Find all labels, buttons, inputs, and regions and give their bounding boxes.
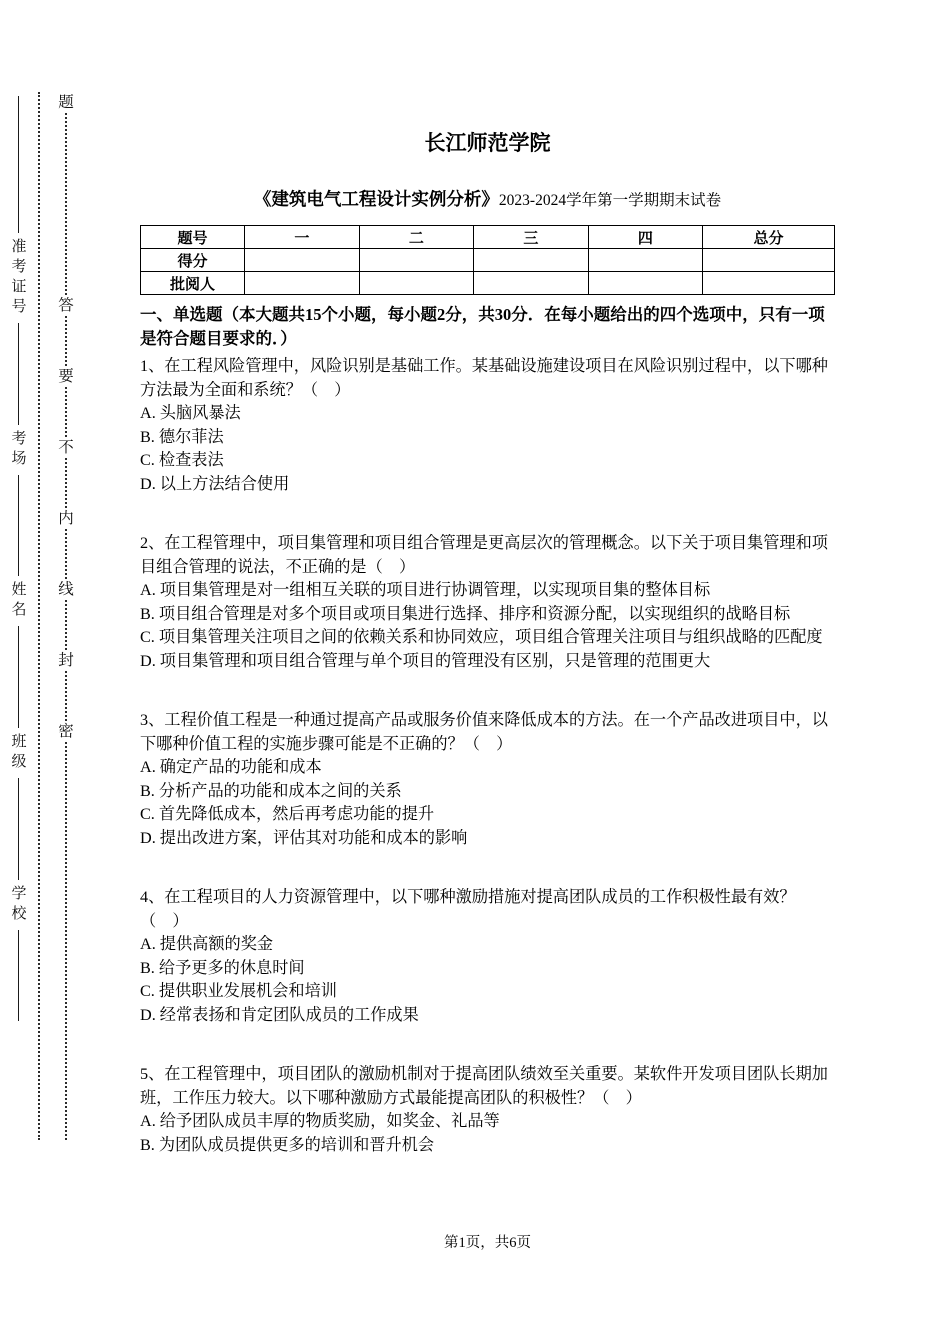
score-cell	[588, 272, 703, 295]
seal-char: 线	[58, 581, 74, 598]
question-1-option-d: D. 以上方法结合使用	[140, 474, 290, 493]
question-3-option-b: B. 分析产品的功能和成本之间的关系	[140, 781, 402, 800]
fill-in-blank-line	[18, 323, 19, 425]
question-3	[140, 709, 835, 850]
score-cell	[588, 249, 703, 272]
score-table-header-cell: 一	[245, 226, 360, 249]
dotted-segment	[65, 742, 67, 1140]
seal-char: 题	[58, 94, 74, 111]
score-cell	[359, 249, 474, 272]
exam-subtitle	[140, 186, 835, 211]
score-table-header-cell: 题号	[141, 226, 245, 249]
question-3-option-d: D. 提出改进方案，评估其对功能和成本的影响	[140, 828, 468, 847]
question-4-option-c: C. 提供职业发展机会和培训	[140, 982, 337, 1000]
dotted-segment	[65, 671, 67, 721]
score-cell	[474, 272, 589, 295]
question-4	[140, 886, 835, 1027]
question-1-option-b: B. 德尔菲法	[140, 427, 224, 446]
seal-char: 封	[58, 652, 74, 669]
seal-char: 内	[58, 510, 74, 527]
section-one-heading: 一、单选题（本大题共15个小题，每小题2分，共30分．在每小题给出的四个选项中，只有一项是符合题目要求的．）	[140, 305, 825, 348]
question-2	[140, 532, 835, 673]
question-1-option-a: A. 头脑风暴法	[140, 404, 241, 422]
dotted-segment	[65, 529, 67, 579]
question-3-option-c: C. 首先降低成本，然后再考虑功能的提升	[140, 805, 435, 823]
seal-dotted-line	[38, 92, 40, 1140]
seal-label-admission-no: 准考证号	[9, 238, 26, 319]
score-cell	[703, 249, 835, 272]
question-2-option-a: A. 项目集管理是对一组相互关联的项目进行协调管理，以实现项目集的整体目标	[140, 581, 711, 599]
seal-label-exam-room: 考场	[9, 429, 26, 470]
reviewer-row-label: 批阅人	[141, 272, 245, 295]
question-2-option-c: C. 项目集管理关注项目之间的依赖关系和协同效应，项目组合管理关注项目与组织战略的匹配度	[140, 628, 823, 646]
score-cell	[245, 272, 360, 295]
score-table-header-cell: 三	[474, 226, 589, 249]
score-cell	[359, 272, 474, 295]
exam-session: 2023-2024学年第一学期期末试卷	[498, 192, 722, 209]
seal-info-column	[2, 96, 34, 1021]
seal-label-class: 班级	[9, 732, 26, 773]
seal-char: 答	[58, 297, 74, 314]
question-3-stem: 3、工程价值工程是一种通过提高产品或服务价值来降低成本的方法。在一个产品改进项目中，以下哪种价值工程的实施步骤可能是不正确的？（ ）	[140, 711, 828, 753]
question-3-option-a: A. 确定产品的功能和成本	[140, 758, 322, 776]
question-4-option-d: D. 经常表扬和肯定团队成员的工作成果	[140, 1005, 419, 1024]
reviewer-row	[141, 272, 835, 295]
seal-char: 要	[58, 368, 74, 385]
question-1-option-c: C. 检查表法	[140, 451, 224, 469]
seal-char: 密	[58, 723, 74, 740]
dotted-segment	[65, 387, 67, 437]
seal-label-name: 姓名	[9, 581, 26, 622]
question-4-option-a: A. 提供高额的奖金	[140, 935, 274, 953]
question-4-stem: 4、在工程项目的人力资源管理中，以下哪种激励措施对提高团队成员的工作积极性最有效？（ ）	[140, 888, 796, 930]
question-2-option-b: B. 项目组合管理是对多个项目或项目集进行选择、排序和资源分配，以实现组织的战略目标	[140, 604, 791, 623]
question-2-option-d: D. 项目集管理和项目组合管理与单个项目的管理没有区别，只是管理的范围更大	[140, 651, 711, 670]
seal-label-school: 学校	[9, 884, 26, 925]
score-cell	[474, 249, 589, 272]
page-footer: 第1页，共6页	[444, 1235, 531, 1251]
question-5-stem: 5、在工程管理中，项目团队的激励机制对于提高团队绩效至关重要。某软件开发项目团队长期加班，工作压力较大。以下哪种激励方式最能提高团队的积极性？（ ）	[140, 1065, 828, 1107]
university-title: 长江师范学院	[424, 132, 551, 155]
question-1-stem: 1、在工程风险管理中，风险识别是基础工作。某基础设施建设项目在风险识别过程中，以下哪种方法最为全面和系统？（ ）	[140, 357, 828, 399]
course-title: 《建筑电气工程设计实例分析》	[253, 189, 499, 209]
question-1	[140, 355, 835, 496]
dotted-segment	[65, 600, 67, 650]
question-5	[140, 1063, 835, 1157]
fill-in-blank-line	[18, 626, 19, 728]
question-5-option-a: A. 给予团队成员丰厚的物质奖励，如奖金、礼品等	[140, 1112, 500, 1130]
fill-in-blank-line	[18, 475, 19, 577]
score-table-header-cell: 四	[588, 226, 703, 249]
question-5-option-b: B. 为团队成员提供更多的培训和晋升机会	[140, 1135, 435, 1154]
score-cell	[703, 272, 835, 295]
dotted-segment	[65, 113, 67, 295]
fill-in-blank-line	[18, 930, 19, 1021]
fill-in-blank-line	[18, 778, 19, 880]
score-table-header-cell: 二	[359, 226, 474, 249]
score-row-label: 得分	[141, 249, 245, 272]
question-4-option-b: B. 给予更多的休息时间	[140, 958, 305, 977]
score-table-header-row	[141, 226, 835, 249]
score-cell	[245, 249, 360, 272]
seal-phrase-line	[55, 92, 77, 1140]
score-table-header-cell: 总分	[703, 226, 835, 249]
score-table	[140, 225, 835, 295]
score-row	[141, 249, 835, 272]
fill-in-blank-line	[18, 96, 19, 233]
dotted-segment	[65, 458, 67, 508]
exam-content	[140, 0, 835, 1157]
question-2-stem: 2、在工程管理中，项目集管理和项目组合管理是更高层次的管理概念。以下关于项目集管理和项目组合管理的说法，不正确的是（ ）	[140, 534, 828, 576]
seal-char: 不	[58, 439, 74, 456]
dotted-segment	[65, 316, 67, 366]
